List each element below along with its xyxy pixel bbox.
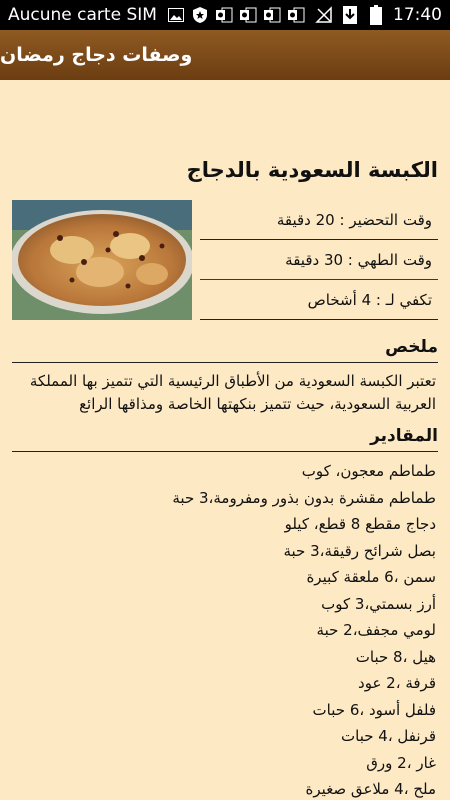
recipe-title: الكبسة السعودية بالدجاج [186, 158, 438, 182]
list-item: ملح ،4 ملاعق صغيرة [305, 780, 436, 798]
recipe-content[interactable] [0, 80, 450, 800]
servings-row [200, 280, 438, 320]
list-item: هيل ،8 حبات [355, 647, 436, 666]
app-title: وصفات دجاج رمضان [0, 44, 193, 66]
summary-divider [12, 362, 438, 363]
list-item: لومي مجفف،2 حبة [316, 621, 436, 639]
clock: 17:40 [393, 5, 442, 25]
cook-time: وقت الطهي : 30 دقيقة [285, 250, 432, 269]
status-bar [0, 0, 450, 30]
battery-icon [367, 6, 385, 24]
cook-time-row [200, 240, 438, 280]
list-item: أرز بسمتي،3 كوب [321, 594, 436, 613]
office-icon [215, 6, 233, 24]
list-item: سمن ،6 ملعقة كبيرة [306, 568, 436, 586]
office-icon [239, 6, 257, 24]
list-item: قرفة ،2 عود [358, 674, 436, 692]
recipe-info [200, 200, 438, 320]
servings: تكفي لـ : 4 أشخاص [307, 290, 432, 309]
image-icon [167, 6, 185, 24]
list-item: طماطم معجون، كوب [301, 462, 436, 480]
summary-text: تعتبر الكبسة السعودية من الأطباق الرئيسية التي تتميز بها المملكة العربية السعودية، حيث تتميز بنكهتها الخاصة ومذاقها الرائع [29, 372, 436, 413]
summary-heading: ملخص [385, 337, 438, 357]
ingredients-heading: المقادير [370, 426, 438, 446]
recipe-photo [12, 200, 192, 320]
office-icon [263, 6, 281, 24]
list-item: طماطم مقشرة بدون بذور ومفرومة،3 حبة [172, 488, 436, 507]
prep-time-row [200, 200, 438, 240]
ingredients-list [12, 458, 436, 800]
list-item: قرنفل ،4 حبات [341, 727, 436, 745]
prep-time: وقت التحضير : 20 دقيقة [276, 210, 432, 229]
app-bar [0, 30, 450, 80]
carrier-label: Aucune carte SIM [8, 5, 157, 25]
list-item: بصل شرائح رقيقة،3 حبة [283, 541, 436, 560]
list-item: دجاج مقطع 8 قطع، كيلو [284, 515, 436, 533]
office-icon [287, 6, 305, 24]
download-icon [341, 6, 359, 24]
ingredients-divider [12, 451, 438, 452]
no-signal-icon [315, 6, 333, 24]
list-item: فلفل أسود ،6 حبات [312, 700, 436, 719]
shield-icon [191, 6, 209, 24]
list-item: غار ،2 ورق [366, 753, 436, 772]
